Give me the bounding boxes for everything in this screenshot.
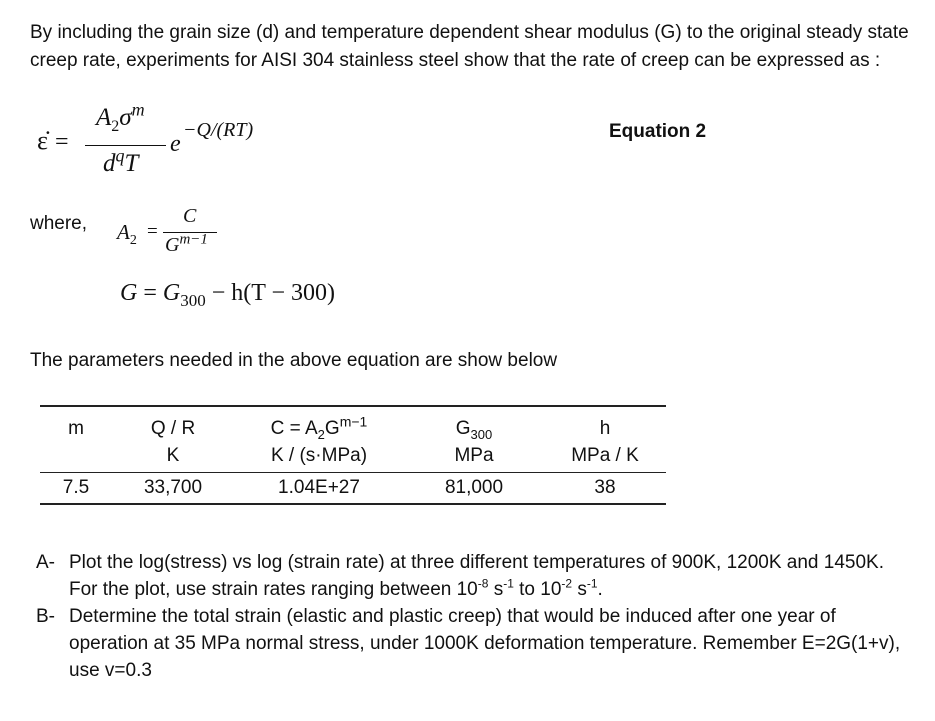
value-c: 1.04E+27 bbox=[234, 472, 404, 504]
value-g300: 81,000 bbox=[404, 472, 544, 504]
a2-denominator: $G^{m-1}$ bbox=[165, 231, 208, 256]
header-c: $C = A_2G^{m-1}$ bbox=[234, 406, 404, 440]
unit-q-over-r: K bbox=[166, 444, 180, 466]
unit-c: K / (s·MPa) bbox=[270, 444, 368, 466]
header-h: h bbox=[544, 406, 666, 440]
parameters-intro: The parameters needed in the above equation are show below bbox=[30, 350, 558, 371]
equation-g: $G = G_{300} - h(T - 300)$ bbox=[120, 280, 336, 310]
eq2-fraction-bar bbox=[85, 145, 166, 146]
header-q-over-r: Q / R bbox=[112, 406, 234, 440]
intro-paragraph: By including the grain size (d) and temperature dependent shear modulus (G) to the original steady state creep rate, experiments for AISI 304 stainless steel show that the rate of creep can be expressed as : bbox=[30, 22, 909, 71]
parameters-table bbox=[40, 405, 666, 505]
a2-equals: = bbox=[147, 221, 158, 242]
eq2-equals: = bbox=[55, 129, 69, 155]
eq2-exponent: −Q/(RT) bbox=[183, 119, 254, 141]
value-h: 38 bbox=[544, 472, 666, 504]
question-list bbox=[36, 549, 916, 684]
a2-numerator: C bbox=[183, 205, 197, 227]
a2-lhs: $A_2$ bbox=[117, 220, 137, 249]
question-b: B- Determine the total strain (elastic and plastic creep) that would be induced after one year of operation at 35 MPa normal stress, under 1000K deformation temperature. Remember E=2G(1+v), use v=0.3 bbox=[36, 603, 916, 684]
eq2-exp-base: e bbox=[170, 131, 181, 157]
unit-m bbox=[40, 440, 112, 472]
equation-label: Equation 2 bbox=[609, 121, 707, 142]
eq2-numerator: $A_2\sigma^m$ bbox=[96, 99, 145, 135]
eq2-denominator: $d^qT$ bbox=[103, 145, 139, 177]
value-m: 7.5 bbox=[40, 472, 112, 504]
strain-rate-symbol: ε̇ bbox=[37, 126, 48, 155]
unit-h: MPa / K bbox=[571, 444, 639, 466]
question-a: A- Plot the log(stress) vs log (strain rate) at three different temperatures of 900K, 1200K and 1450K. For the plot, use strain rates ranging between $10^{-8}$ $s^{-1}$ to $10^{-2}$ $s^{-1}$. bbox=[36, 549, 916, 603]
unit-g300: MPa bbox=[454, 444, 494, 466]
header-g300: $G_{300}$ bbox=[404, 406, 544, 440]
header-m: m bbox=[40, 406, 112, 440]
question-a-marker: A- bbox=[36, 552, 55, 573]
where-label: where, bbox=[30, 213, 88, 234]
question-b-marker: B- bbox=[36, 606, 55, 627]
value-q-over-r: 33,700 bbox=[112, 472, 234, 504]
